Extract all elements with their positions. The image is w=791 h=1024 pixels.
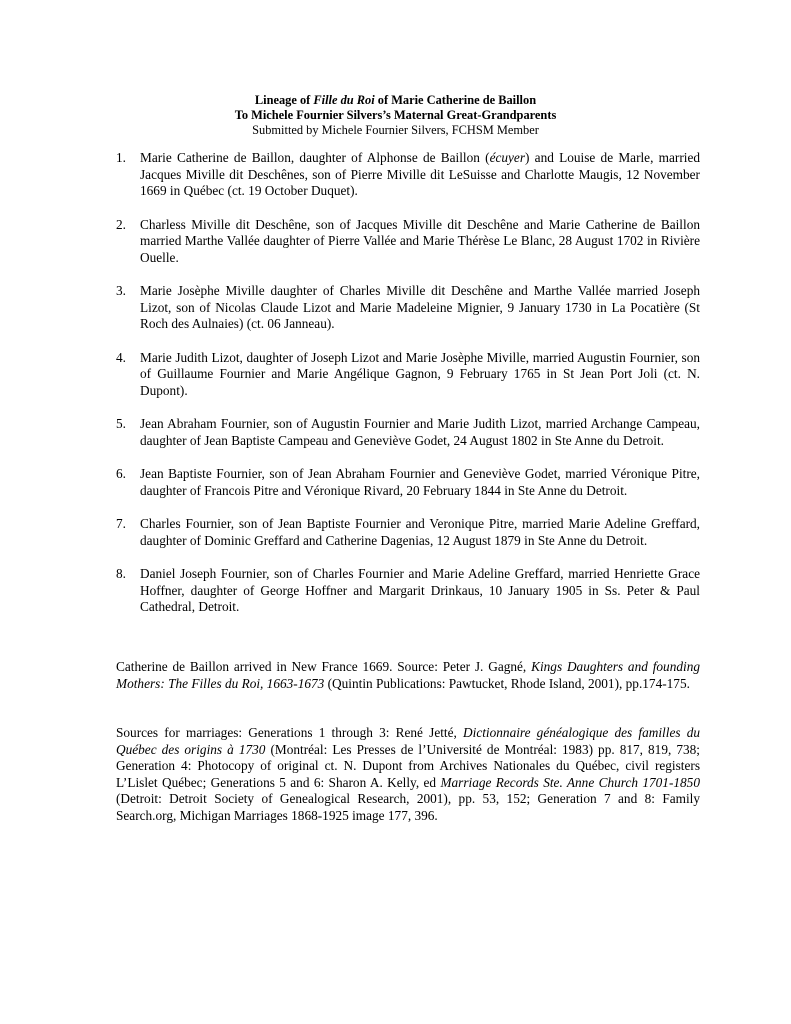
document-subtitle: To Michele Fournier Silvers’s Maternal Great-Grandparents [234,108,557,122]
sources-text-middle: (Montréal: Les Presses de l’Université de Montréal: 1983) pp. 817, 819, 738; Generation 4: Photocopy of original ct. N. Dupont from Archives Nationales du Québec, civil registers L’Lislet Québec; Generations 5 and 6: Sharon A. Kelly, ed [116,741,700,790]
generation-text-tail: ) and Louise de Marle, married Jacques Miville dit Deschênes, son of Pierre Miville dit LeSuisse and Charlotte Maugis, 12 November 1669 in Québec (ct. 19 October Duquet). [140,150,700,198]
title-suffix: of Marie Catherine de Baillon [374,93,537,107]
generation-text: Jean Baptiste Fournier, son of Jean Abraham Fournier and Geneviève Godet, married Véronique Pitre, daughter of Francois Pitre and Véronique Rivard, 20 February 1844 in Ste Anne du Detroit. [140,466,700,498]
generation-item [116,416,700,449]
generation-number: 7. [116,516,126,531]
arrival-paragraph [116,659,700,692]
generation-item [116,150,700,200]
generation-item [116,466,700,499]
document-title [0,93,791,108]
arrival-text-tail: (Quintin Publications: Pawtucket, Rhode Island, 2001), pp.174-175. [324,675,690,691]
generation-number: 5. [116,416,126,431]
generation-number: 6. [116,466,126,481]
generation-item [116,217,700,267]
generation-item [116,566,700,616]
title-italic: Fille du Roi [313,93,375,107]
arrival-text: Catherine de Baillon arrived in New France 1669. Source: Peter J. Gagné, [116,659,532,674]
generation-text: Charles Fournier, son of Jean Baptiste Fournier and Veronique Pitre, married Marie Adeline Greffard, daughter of Dominic Greffard and Catherine Dagenias, 12 August 1879 in Ste Anne du Detroit. [140,516,700,548]
generation-item [116,283,700,333]
generation-item [116,350,700,400]
generation-number: 1. [116,150,126,165]
sources-paragraph [116,725,700,824]
generation-item [116,516,700,549]
generation-number: 4. [116,349,126,365]
sources-text-tail: (Detroit: Detroit Society of Genealogical Research, 2001), pp. 53, 152; Generation 7 and 8: Family Search.org, Michigan Marriages 1868-1925 image 177, 396. [116,791,700,823]
title-prefix: Lineage of [254,93,314,107]
generation-text-italic: écuyer [489,150,526,165]
generation-number: 2. [116,216,126,232]
sources-book-title-2: Marriage Records Ste. Anne Church 1701-1850 [440,774,700,790]
generation-text: Charless Miville dit Deschêne, son of Jacques Miville dit Deschêne and Marie Catherine de Baillon married Marthe Vallée daughter of Pierre Vallée and Marie Thérèse Le Blanc, 28 August 1702 in Rivière Ouelle. [140,216,700,265]
sources-text: Sources for marriages: Generations 1 through 3: René Jetté, [116,725,464,740]
arrival-book-title: Kings Daughters and founding Mothers: The Filles du Roi, 1663-1673 [116,659,700,691]
generation-number: 3. [116,283,126,298]
submitted-by: Submitted by Michele Fournier Silvers, FCHSM Member [252,123,539,137]
document-header [0,93,791,138]
generation-text: Daniel Joseph Fournier, son of Charles Fournier and Marie Adeline Greffard, married Henriette Grace Hoffner, daughter of George Hoffner and Margarit Drinkaus, 10 January 1905 in Ss. Peter & Paul Cathedral, Detroit. [140,566,700,614]
sources-book-title-1: Dictionnaire généalogique des familles du Québec des origins à 1730 [116,725,701,757]
generation-text: Marie Josèphe Miville daughter of Charles Miville dit Deschêne and Marthe Vallée married Joseph Lizot, son of Nicolas Claude Lizot and Marie Madeleine Mignier, 9 January 1730 in La Pocatière (St Roch des Aulnaies) (ct. 06 Janneau). [140,283,700,331]
generation-text: Marie Judith Lizot, daughter of Joseph Lizot and Marie Josèphe Miville, married Augustin Fournier, son of Guillaume Fournier and Marie Angélique Gagnon, 9 February 1765 in St Jean Port Joli (ct. N. Dupont). [140,349,700,398]
generation-text: Marie Catherine de Baillon, daughter of Alphonse de Baillon ( [140,150,490,165]
generation-text: Jean Abraham Fournier, son of Augustin Fournier and Marie Judith Lizot, married Archange Campeau, daughter of Jean Baptiste Campeau and Geneviève Godet, 24 August 1802 in Ste Anne du Detroit. [140,416,700,448]
generation-number: 8. [116,566,126,581]
generation-list [116,150,700,633]
